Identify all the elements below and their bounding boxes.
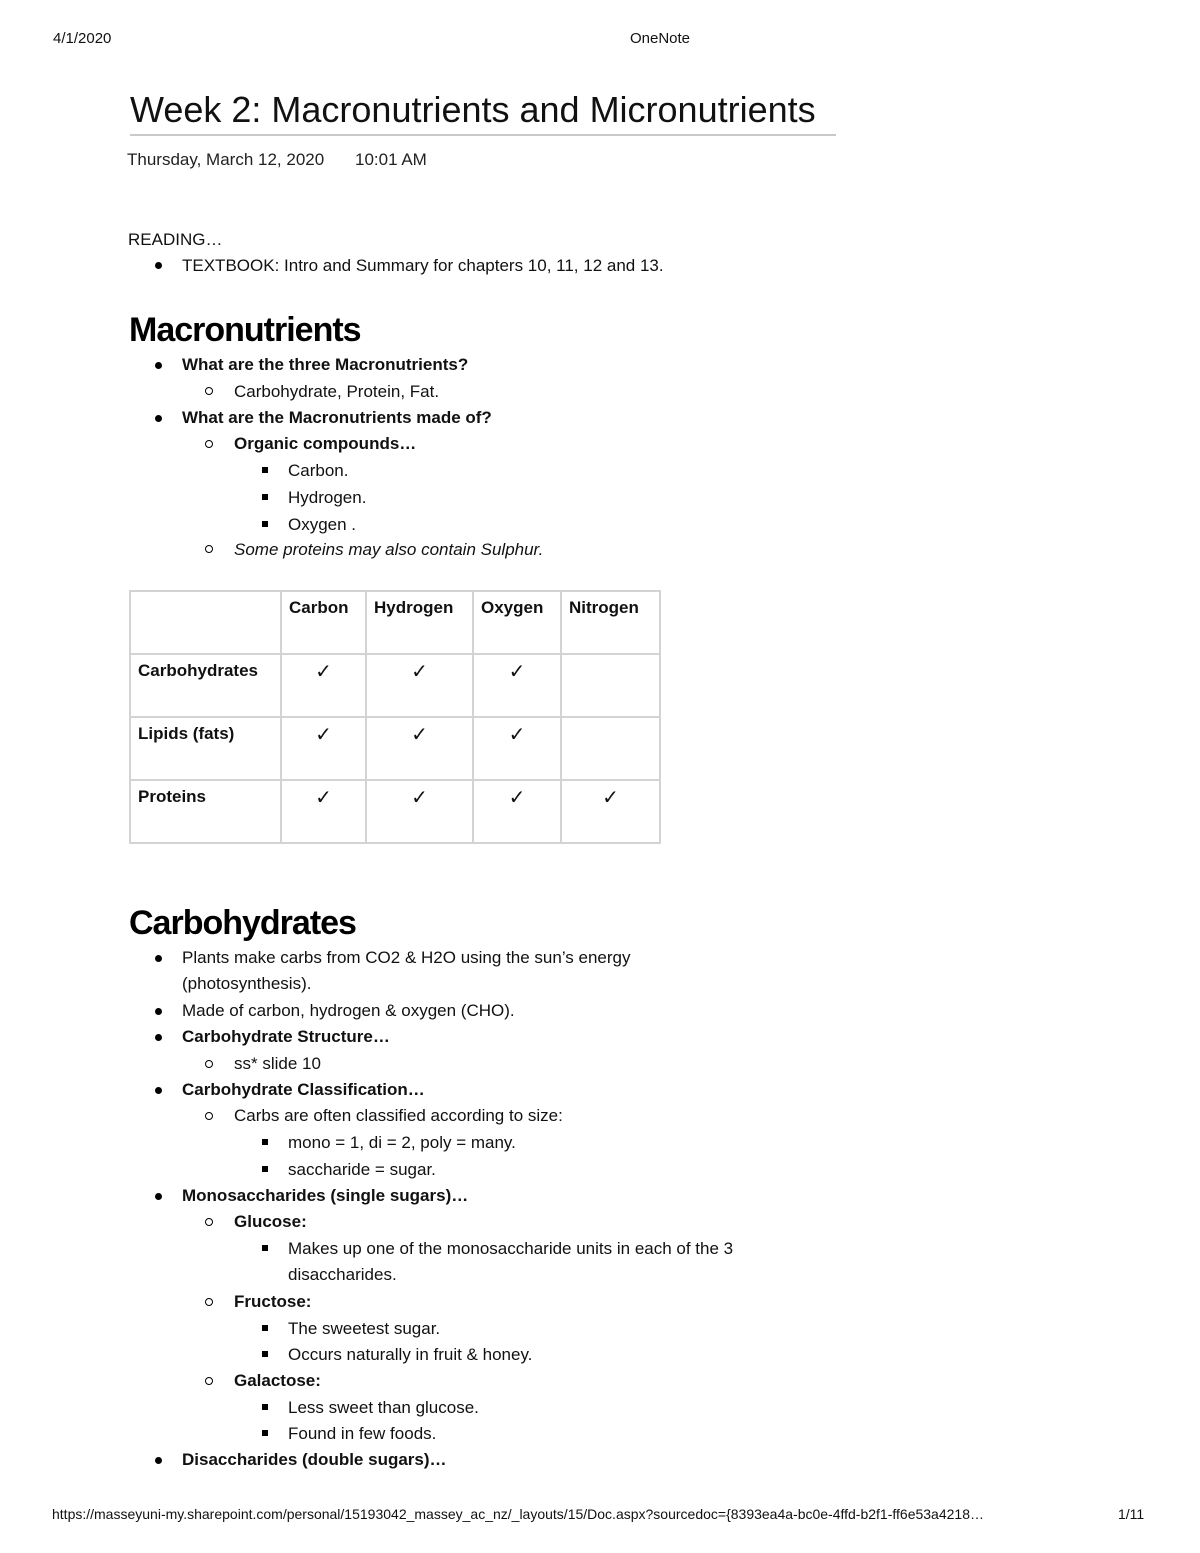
glucose-label: Glucose: — [234, 1212, 307, 1231]
row-label: Proteins — [130, 780, 281, 843]
galactose-label: Galactose: — [234, 1371, 321, 1390]
table-header-cell: Carbon — [281, 591, 366, 654]
check-cell: ✓ — [366, 717, 473, 780]
check-cell — [561, 717, 660, 780]
check-cell: ✓ — [561, 780, 660, 843]
carbohydrates-heading: Carbohydrates — [129, 904, 356, 942]
note-time: 10:01 AM — [355, 150, 427, 169]
bullet-icon — [155, 415, 162, 422]
bullet-icon — [155, 1193, 162, 1200]
bullet-icon — [155, 1457, 162, 1464]
bullet-icon — [155, 1034, 162, 1041]
mono-line: mono = 1, di = 2, poly = many. — [288, 1133, 516, 1152]
circle-bullet-icon — [205, 1218, 213, 1226]
square-bullet-icon — [262, 494, 268, 500]
bullet-icon — [155, 362, 162, 369]
bullet-icon — [155, 955, 162, 962]
square-bullet-icon — [262, 521, 268, 527]
reading-item: TEXTBOOK: Intro and Summary for chapters 10, 11, 12 and 13. — [182, 256, 664, 275]
carb-structure: Carbohydrate Structure… — [182, 1027, 390, 1046]
table-header-cell — [130, 591, 281, 654]
square-bullet-icon — [262, 1139, 268, 1145]
galactose-line-2: Found in few foods. — [288, 1424, 437, 1443]
print-date: 4/1/2020 — [53, 30, 112, 47]
size-line: Carbs are often classified according to size: — [234, 1106, 563, 1125]
carb-classification: Carbohydrate Classification… — [182, 1080, 425, 1099]
row-label: Lipids (fats) — [130, 717, 281, 780]
page-title: Week 2: Macronutrients and Micronutrients — [130, 88, 836, 136]
square-bullet-icon — [262, 1325, 268, 1331]
fructose-line-1: The sweetest sugar. — [288, 1319, 441, 1338]
page-number: 1/11 — [1118, 1506, 1145, 1522]
slide-ref: ss* slide 10 — [234, 1054, 321, 1073]
saccharide-line: saccharide = sugar. — [288, 1160, 436, 1179]
table-header-cell: Oxygen — [473, 591, 561, 654]
check-cell: ✓ — [473, 717, 561, 780]
square-bullet-icon — [262, 1404, 268, 1410]
check-cell: ✓ — [281, 654, 366, 717]
note-date: Thursday, March 12, 2020 — [127, 150, 325, 169]
photosynthesis-line-2: (photosynthesis). — [182, 974, 312, 993]
check-cell: ✓ — [366, 654, 473, 717]
check-cell: ✓ — [281, 717, 366, 780]
bullet-icon — [155, 262, 162, 269]
element-oxygen: Oxygen . — [288, 515, 357, 534]
disaccharides: Disaccharides (double sugars)… — [182, 1450, 447, 1469]
question-made-of: What are the Macronutrients made of? — [182, 408, 492, 427]
element-carbon: Carbon. — [288, 461, 349, 480]
page-url: https://masseyuni-my.sharepoint.com/personal/15193042_massey_ac_nz/_layouts/15/Doc.aspx?sourcedoc={8393ea4a-bc0e-4ffd-b2f1-ff6e53a4218… — [52, 1506, 984, 1522]
element-hydrogen: Hydrogen. — [288, 488, 367, 507]
table-header-cell: Hydrogen — [366, 591, 473, 654]
bullet-icon — [155, 1087, 162, 1094]
check-cell: ✓ — [473, 654, 561, 717]
app-name: OneNote — [629, 30, 691, 47]
circle-bullet-icon — [205, 1112, 213, 1120]
monosaccharides: Monosaccharides (single sugars)… — [182, 1186, 469, 1205]
answer-three-macros: Carbohydrate, Protein, Fat. — [234, 382, 440, 401]
square-bullet-icon — [262, 1351, 268, 1357]
square-bullet-icon — [262, 467, 268, 473]
sulphur-note: Some proteins may also contain Sulphur. — [234, 540, 544, 559]
check-cell: ✓ — [281, 780, 366, 843]
circle-bullet-icon — [205, 1377, 213, 1385]
table-row — [130, 780, 660, 843]
circle-bullet-icon — [205, 440, 213, 448]
circle-bullet-icon — [205, 387, 213, 395]
check-cell: ✓ — [473, 780, 561, 843]
table-row — [130, 654, 660, 717]
check-cell: ✓ — [366, 780, 473, 843]
cho-line: Made of carbon, hydrogen & oxygen (CHO). — [182, 1001, 515, 1020]
question-three-macros: What are the three Macronutrients? — [182, 355, 469, 374]
check-cell — [561, 654, 660, 717]
circle-bullet-icon — [205, 545, 213, 553]
galactose-line-1: Less sweet than glucose. — [288, 1398, 479, 1417]
glucose-line-2: disaccharides. — [288, 1265, 397, 1284]
circle-bullet-icon — [205, 1060, 213, 1068]
photosynthesis-line-1: Plants make carbs from CO2 & H2O using the sun’s energy — [182, 948, 631, 967]
table-row — [130, 717, 660, 780]
square-bullet-icon — [262, 1245, 268, 1251]
fructose-line-2: Occurs naturally in fruit & honey. — [288, 1345, 533, 1364]
table-header-cell: Nitrogen — [561, 591, 660, 654]
square-bullet-icon — [262, 1166, 268, 1172]
circle-bullet-icon — [205, 1298, 213, 1306]
bullet-icon — [155, 1008, 162, 1015]
organic-compounds: Organic compounds… — [234, 434, 417, 453]
fructose-label: Fructose: — [234, 1292, 312, 1311]
glucose-line-1: Makes up one of the monosaccharide units in each of the 3 — [288, 1239, 734, 1258]
square-bullet-icon — [262, 1430, 268, 1436]
reading-label: READING… — [128, 230, 223, 249]
table-header-row — [130, 591, 660, 654]
elements-table — [129, 590, 661, 844]
row-label: Carbohydrates — [130, 654, 281, 717]
macronutrients-heading: Macronutrients — [129, 311, 361, 349]
